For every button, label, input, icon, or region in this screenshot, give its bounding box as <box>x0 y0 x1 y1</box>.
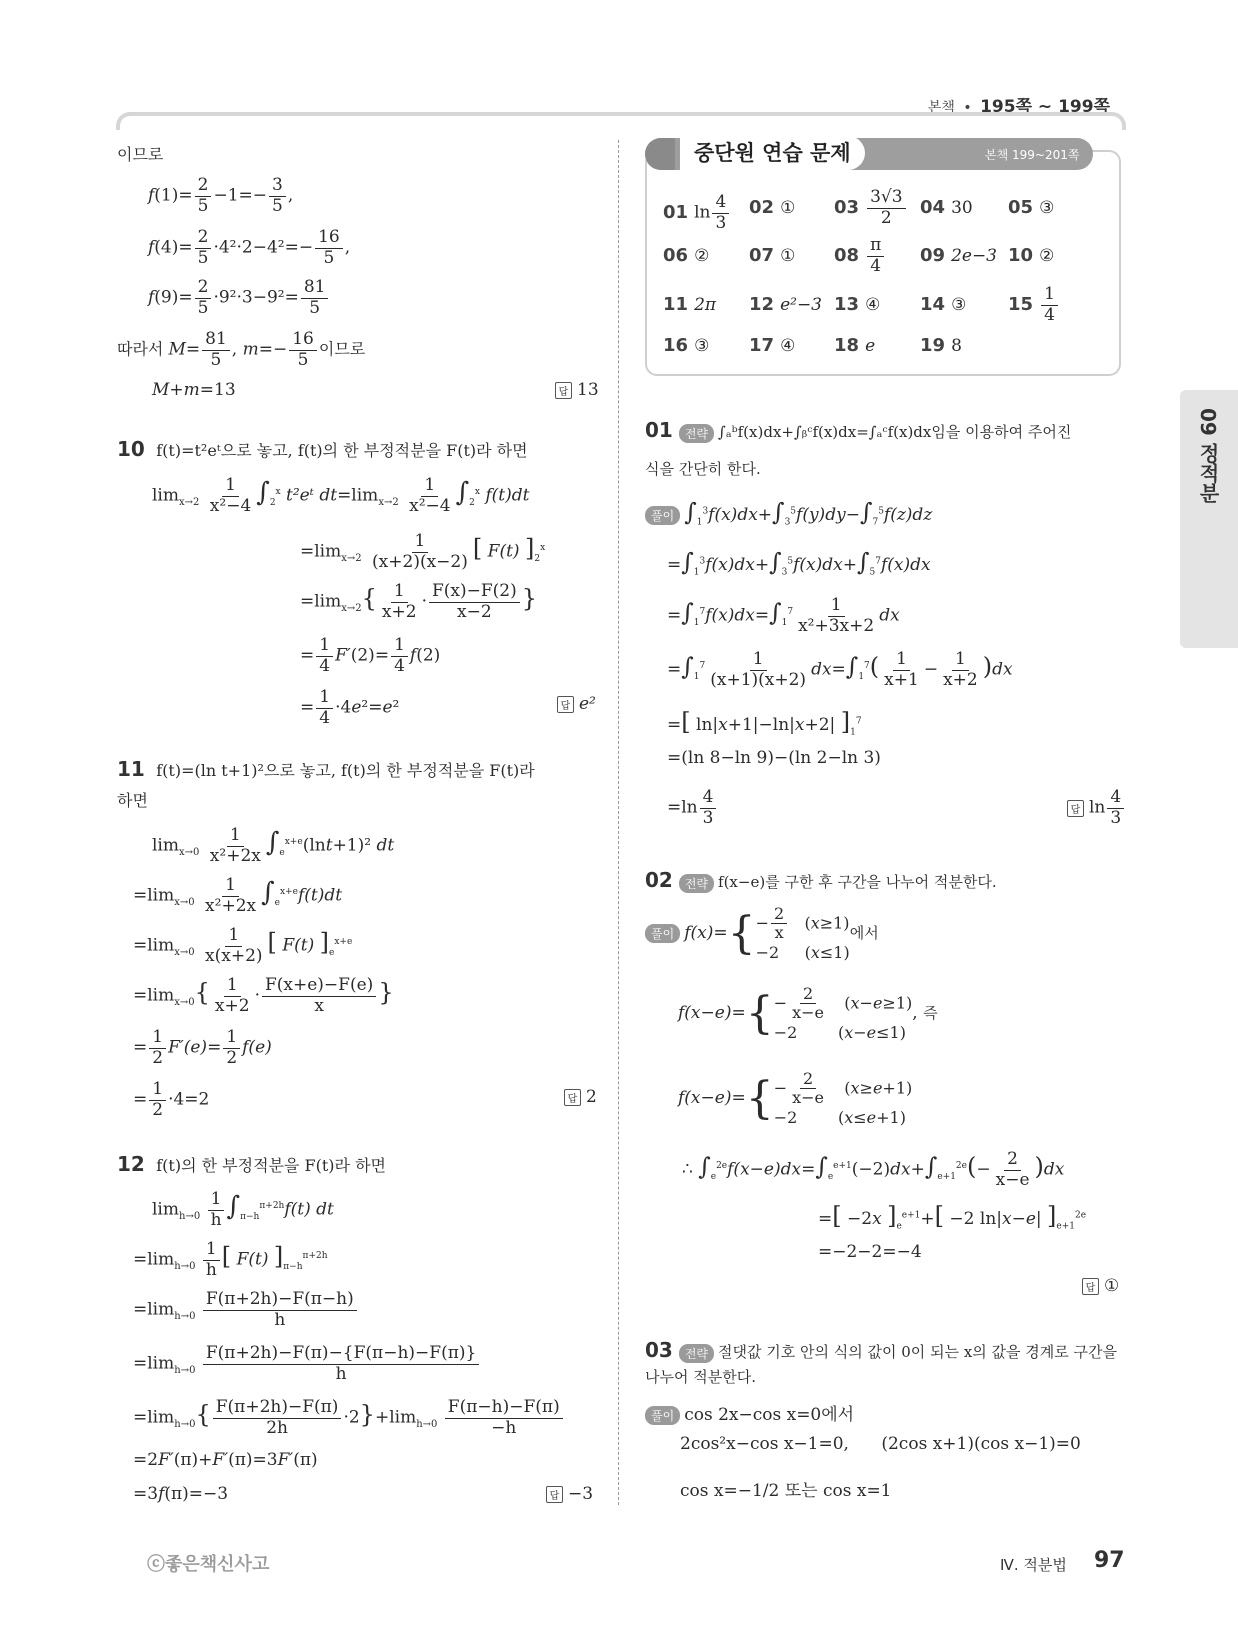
problem-11-text: f(t)=(ln t+1)²으로 놓고, f(t)의 한 부정적분을 F(t)라 <box>156 761 535 780</box>
answer-item: 16 ③ <box>663 335 710 356</box>
solution-tag: 풀이 <box>645 924 680 943</box>
header-book: 본책 <box>927 100 955 116</box>
eq10-l1: $\lim_{x\to 2}$ $\frac{1}{\text{x²−4}}$ $\int_2^x$ t²eᵗ $dt=\lim_{x\to 2}$ $\frac{1}{\text{x²−4}}$ $\int_2^x$ f(t)dt <box>152 475 530 516</box>
strategy-tag: 전략 <box>679 874 714 893</box>
s02-l2: f(x−e)={ − $\frac{2}{x-e}$ (x−e≥1) −2 (x−e≤1) , 즉 <box>678 984 938 1042</box>
problem-11-head <box>117 757 535 781</box>
problem-10-text: f(t)=t²eᵗ으로 놓고, f(t)의 한 부정적분을 F(t)라 하면 <box>156 441 528 460</box>
answer-item: 02 ① <box>749 197 796 218</box>
header-range: 195쪽 ~ 199쪽 <box>980 97 1110 117</box>
answer-item: 05 ③ <box>1008 197 1055 218</box>
eq11-l3: $=\lim_{x\to 0}$ $\frac{1}{x(x+2)}$ [ F(t) ]$_e^{x+e}$ <box>133 925 353 966</box>
eq-f1: f(1)= $\frac{2}{5}$ −1=− $\frac{3}{5}$ , <box>148 175 294 216</box>
problem-12-text: f(t)의 한 부정적분을 F(t)라 하면 <box>156 1156 387 1175</box>
answer-s02: 답 ① <box>1082 1276 1119 1296</box>
answer-12: 답 −3 <box>546 1484 593 1504</box>
therefore-line: 따라서 M= $\frac{81}{5}$ , m=− $\frac{16}{5}$ 이므로 <box>117 329 366 370</box>
eq10-l5: = $\frac{1}{4}$ ·4e²=e² <box>300 687 400 728</box>
eq11-l6: = $\frac{1}{2}$ ·4=2 <box>133 1079 210 1120</box>
eq10-l2: $=\lim_{x\to 2}$ $\frac{1}{(x+2)(x-2)}$ [ F(t) ]$_2^x$ <box>300 531 546 572</box>
eq-f9: f(9)= $\frac{2}{5}$ ·9²·3−9²= $\frac{81}{5}$ <box>148 278 330 318</box>
box-ref: 본책 199~201쪽 <box>985 148 1080 162</box>
solution-number: 01 <box>645 418 673 442</box>
answer-item: 17 ④ <box>749 335 796 356</box>
eq11-l1: $\lim_{x\to 0}$ $\frac{1}{\text{x²+2x}}$ $\int_e^{x+e}(\ln t+1)^2$ dt <box>152 825 395 866</box>
s01-l5: =[ ln|x+1|−ln|x+2| ]$_1^7$ <box>667 708 862 738</box>
column-divider <box>618 140 619 1505</box>
answer-item: 18 e <box>834 335 876 356</box>
eq11-l5: = $\frac{1}{2}$ F′(e)= $\frac{1}{2}$ f(e) <box>133 1027 272 1068</box>
s02-l5: =[ −2x ]$_e^{e+1}+[ -2$ ln|x−e| ]$_{e+1}^{2e}$ <box>818 1202 1087 1232</box>
eq12-l4: $=\lim_{h\to 0}$ $\frac{F(\pi+2h)-F(\pi)-\{F(\pi-h)-F(\pi)\}}{h}$ <box>133 1344 481 1384</box>
eq10-l3: $=\lim_{x\to 2}${ $\frac{1}{x+2}$ · $\frac{F(x)-F(2)}{x-2}$ } <box>300 581 538 622</box>
answer-11: 답 2 <box>564 1087 597 1107</box>
problem-number: 11 <box>117 757 145 781</box>
solution-number: 03 <box>645 1338 673 1362</box>
eq11-l2: $=\lim_{x\to 0}$ $\frac{1}{\text{x²+2x}}$ $\int_e^{x+e}f(t)dt$ <box>133 875 343 916</box>
box-title-cap <box>645 138 675 170</box>
solution-01-head <box>645 418 1071 443</box>
publisher-logo: ⓒ좋은책신사고 <box>147 1554 270 1575</box>
s02-l4: ∴ $\int_e^{2e}f(x-e)dx=\int_e^{e+1}(-2)dx+\int_{e+1}^{2e}(-$ $\frac{2}{x-e}$ )dx <box>682 1149 1065 1190</box>
problem-11-text2: 하면 <box>117 791 148 810</box>
solution-02-head <box>645 868 997 893</box>
s02-strategy: f(x−e)를 구한 후 구간을 나누어 적분한다. <box>718 873 997 891</box>
answer-icon: 답 <box>1082 1278 1099 1295</box>
s01-l7: =ln $\frac{4}{3}$ <box>667 788 718 828</box>
page-header: 본책 • 195쪽 ~ 199쪽 <box>927 97 1110 117</box>
chapter-side-tab <box>1180 390 1238 648</box>
answer-item: 15 $\frac{1}{4}$ <box>1008 285 1060 325</box>
eq12-l1: $\lim_{h\to 0}$ $\frac{1}{h}$ $\int_{\pi-h}^{\pi+2h}f(t)$ dt <box>152 1189 334 1230</box>
s01-l6: =(ln 8−ln 9)−(ln 2−ln 3) <box>667 748 881 768</box>
answer-icon: 답 <box>555 382 572 399</box>
answer-item: 06 ② <box>663 245 710 266</box>
answer-icon: 답 <box>564 1089 581 1106</box>
page-number: 97 <box>1094 1548 1125 1573</box>
eq12-l5: $=\lim_{h\to 0}${ $\frac{F(\pi+2h)-F(\pi)}{2h}$ $\cdot 2\}+\lim_{h\to 0}$ $\frac{F(\pi-h)-F(\pi)}{-h}$ <box>133 1398 565 1438</box>
solution-number: 02 <box>645 868 673 892</box>
eq12-l7: =3f(π)=−3 <box>133 1484 229 1504</box>
eq12-l2: $=\lim_{h\to 0}$ $\frac{1}{h}$ [ F(t) ]$_{\pi-h}^{\pi+2h}$ <box>133 1239 328 1280</box>
footer-chapter: Ⅳ. 적분법 <box>1000 1556 1067 1574</box>
eq12-l6: =2F′(π)+F′(π)=3F′(π) <box>133 1450 318 1470</box>
answer-item: 07 ① <box>749 245 796 266</box>
eq-f4: f(4)= $\frac{2}{5}$ ·4²·2−4²=− $\frac{16}{5}$ , <box>148 227 351 268</box>
s01-l1: 풀이 $\int_1^3f(x)dx+\int_3^5f(y)dy-\int_7^5f(z)dz$ <box>645 498 932 527</box>
s01-strategy: ∫ₐᵇf(x)dx+∫ᵦᶜf(x)dx=∫ₐᶜf(x)dx임을 이용하여 주어진 <box>718 423 1072 441</box>
answer-item: 14 ③ <box>920 294 967 315</box>
problem-10-head <box>117 437 528 461</box>
s03-strategy: 절댓값 기호 안의 식의 값이 0이 되는 x의 값을 경계로 구간을 <box>718 1343 1117 1361</box>
answer-item: 10 ② <box>1008 245 1055 266</box>
answer-icon: 답 <box>557 696 574 713</box>
chapter-side-tab-label: 09 정적분 <box>1196 408 1220 503</box>
eq10-l4: = $\frac{1}{4}$ F′(2)= $\frac{1}{4}$ f(2) <box>300 635 441 676</box>
s03-l2: 2cos²x−cos x−1=0, (2cos x+1)(cos x−1)=0 <box>680 1434 1081 1454</box>
answer-item: 01 ln $\frac{4}{3}$ <box>663 193 731 233</box>
header-rule <box>116 112 1126 130</box>
s03-l3: cos x=−1/2 또는 cos x=1 <box>680 1481 892 1501</box>
s03-l1: 풀이 cos 2x−cos x=0에서 <box>645 1400 854 1425</box>
s02-l1: 풀이 f(x)={ − $\frac{2}{x}$ (x≥1) −2 (x≤1) 에서 <box>645 905 879 962</box>
problem-number: 12 <box>117 1152 145 1176</box>
s01-strategy2: 식을 간단히 한다. <box>645 460 761 478</box>
answer-item: 04 30 <box>920 197 973 218</box>
problem-number: 10 <box>117 437 145 461</box>
answer-item: 03 $\frac{3√3}{2}$ <box>834 188 908 228</box>
problem-12-head <box>117 1152 386 1176</box>
eq11-l4: $=\lim_{x\to 0}${ $\frac{1}{x+2}$ · $\frac{F(x+e)-F(e)}{x}$ } <box>133 975 394 1016</box>
answer-s01: 답 ln $\frac{4}{3}$ <box>1067 788 1126 828</box>
strategy-tag: 전략 <box>679 424 714 443</box>
solution-tag: 풀이 <box>645 1406 680 1425</box>
solution-03-head <box>645 1338 1117 1363</box>
answer-item: 13 ④ <box>834 294 881 315</box>
answer-item: 11 2π <box>663 294 717 315</box>
sum-line: M+m=13 <box>152 380 236 400</box>
answer-item: 09 2e−3 <box>920 245 997 266</box>
answer-item: 12 e²−3 <box>749 294 822 315</box>
s01-l3: $=\int_1^7f(x)dx=\int_1^7$ $\frac{1}{\text{x²+3x+2}}$ dx <box>667 595 900 636</box>
box-title: 중단원 연습 문제 <box>680 136 865 170</box>
answer-item: 19 8 <box>920 335 962 356</box>
answer-item: 08 $\frac{\pi}{4}$ <box>834 236 886 276</box>
answer-icon: 답 <box>1067 800 1084 817</box>
answer-10: 답 e² <box>557 694 596 714</box>
s01-l4: $=\int_1^7$ $\frac{1}{(x+1)(x+2)}$ $dx=\int_1^7$( $\frac{1}{x+1}$ − $\frac{1}{x+2}$ )dx <box>667 649 1013 690</box>
answer-icon: 답 <box>546 1486 563 1503</box>
strategy-tag: 전략 <box>679 1344 714 1363</box>
solution-tag: 풀이 <box>645 506 680 525</box>
intro-text: 이므로 <box>117 145 164 164</box>
s01-l2: $=\int_1^3f(x)dx+\int_3^5f(x)dx+\int_5^7f(x)dx$ <box>667 548 931 578</box>
s02-l3: f(x−e)={ − $\frac{2}{x-e}$ (x≥e+1) −2 (x≤e+1) <box>678 1069 913 1127</box>
s02-l6: =−2−2=−4 <box>818 1242 922 1262</box>
eq12-l3: $=\lim_{h\to 0}$ $\frac{F(\pi+2h)-F(\pi-h)}{h}$ <box>133 1290 359 1330</box>
answer-9: 답 13 <box>555 380 599 400</box>
s03-strategy2: 나누어 적분한다. <box>645 1368 756 1386</box>
